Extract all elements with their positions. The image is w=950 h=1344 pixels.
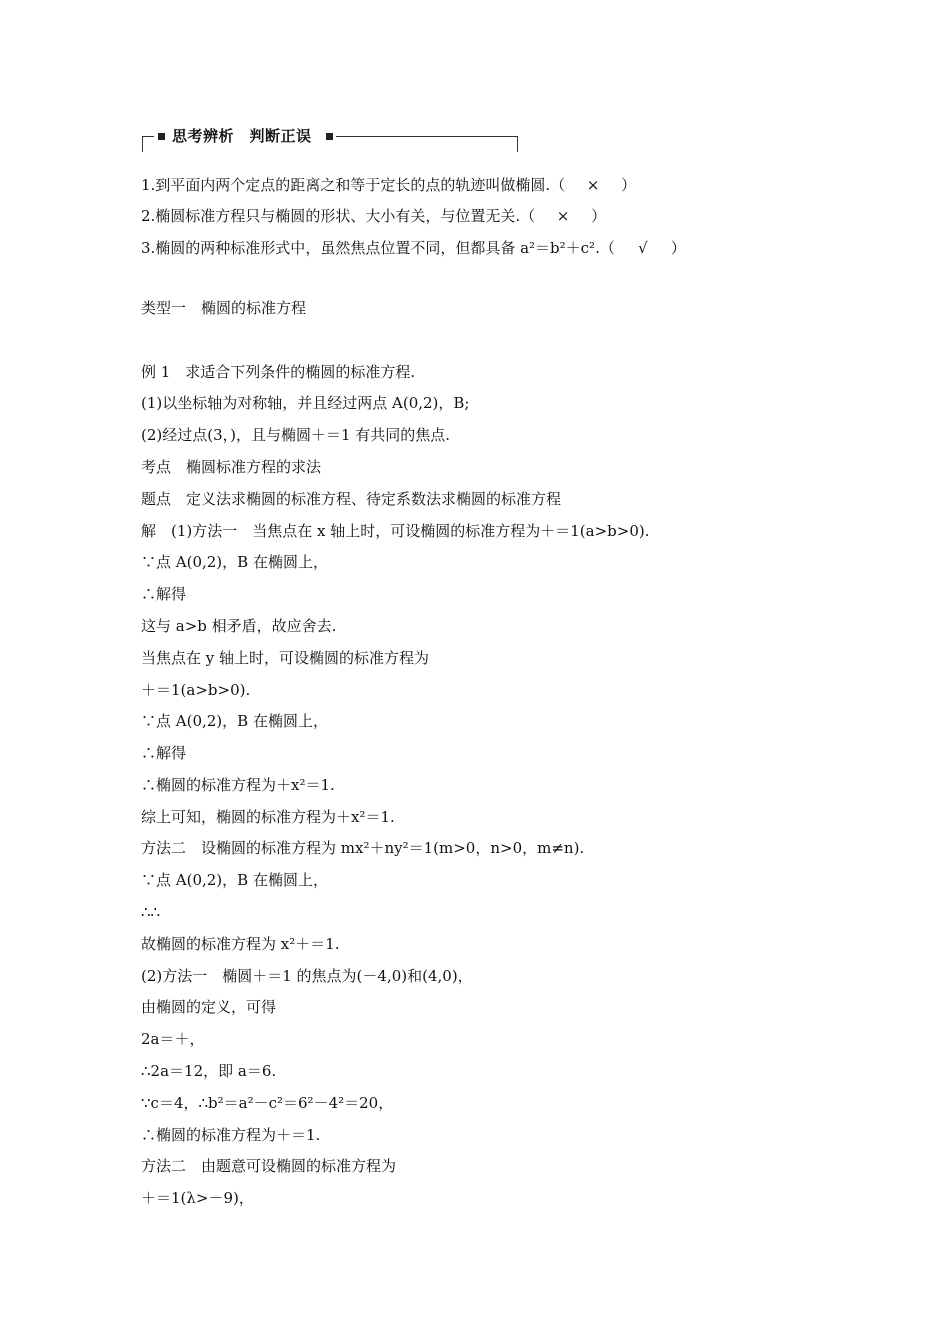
section-title: 类型一 椭圆的标准方程 xyxy=(141,299,307,317)
judgment-text: 2.椭圆标准方程只与椭圆的形状、大小有关，与位置无关.（ xyxy=(141,207,536,225)
body-line: ∴解得 xyxy=(141,744,187,762)
judgment-close: ） xyxy=(591,207,607,225)
body-line: 由椭圆的定义，可得 xyxy=(141,998,277,1016)
cross-mark-icon: × xyxy=(556,207,570,225)
body-line: 这与 a>b 相矛盾，故应舍去. xyxy=(141,617,337,635)
body-line: ∴解得 xyxy=(141,585,187,603)
body-line: 方法二 由题意可设椭圆的标准方程为 xyxy=(141,1157,397,1175)
judgment-item-2 xyxy=(141,206,606,226)
body-line: ∴2a＝12，即 a＝6. xyxy=(141,1062,277,1080)
judgment-close: ） xyxy=(621,176,637,194)
body-line: ∵点 A(0,2)，B 在椭圆上， xyxy=(141,871,328,889)
banner-rule-right xyxy=(336,136,518,137)
body-line: 题点 定义法求椭圆的标准方程、待定系数法求椭圆的标准方程 xyxy=(141,490,562,508)
cross-mark-icon: × xyxy=(586,176,600,194)
judgment-item-1 xyxy=(141,175,636,195)
body-line: ∴椭圆的标准方程为＋x²＝1. xyxy=(141,776,335,794)
banner-right-corner xyxy=(517,136,518,152)
judgment-close: ） xyxy=(670,239,686,257)
body-line: 当焦点在 y 轴上时，可设椭圆的标准方程为 xyxy=(141,649,430,667)
judgment-text: 1.到平面内两个定点的距离之和等于定长的点的轨迹叫做椭圆.（ xyxy=(141,176,566,194)
body-line: 考点 椭圆标准方程的求法 xyxy=(141,458,322,476)
banner-rule-left xyxy=(142,136,154,137)
body-line: ＋＝1(λ>－9)， xyxy=(141,1189,254,1207)
check-mark-icon: √ xyxy=(638,239,648,257)
body-line: (2)经过点(3，)，且与椭圆＋＝1 有共同的焦点. xyxy=(141,426,451,444)
body-line: ＋＝1(a>b>0). xyxy=(141,681,251,699)
body-line: ∴椭圆的标准方程为＋＝1. xyxy=(141,1126,321,1144)
body-line: ∵点 A(0,2)，B 在椭圆上， xyxy=(141,553,328,571)
banner-left-corner xyxy=(142,136,143,152)
body-line: ∵点 A(0,2)，B 在椭圆上， xyxy=(141,712,328,730)
example-heading: 例 1 求适合下列条件的椭圆的标准方程. xyxy=(141,363,416,381)
square-bullet-icon xyxy=(158,133,165,140)
section-banner xyxy=(140,128,520,156)
body-line: ∵c＝4，∴b²＝a²－c²＝6²－4²＝20， xyxy=(141,1094,394,1112)
body-line: 方法二 设椭圆的标准方程为 mx²＋ny²＝1(m>0，n>0，m≠n). xyxy=(141,839,585,857)
body-line: 综上可知，椭圆的标准方程为＋x²＝1. xyxy=(141,808,395,826)
square-bullet-icon xyxy=(326,133,333,140)
body-line: (2)方法一 椭圆＋＝1 的焦点为(－4,0)和(4,0)， xyxy=(141,967,473,985)
body-line: 2a＝＋， xyxy=(141,1030,205,1048)
body-line: ∴∴ xyxy=(141,903,161,921)
judgment-item-3 xyxy=(141,238,686,258)
body-line: 故椭圆的标准方程为 x²＋＝1. xyxy=(141,935,340,953)
body-line: (1)以坐标轴为对称轴，并且经过两点 A(0,2)，B; xyxy=(141,394,470,412)
banner-title: 思考辨析 判断正误 xyxy=(172,127,312,145)
judgment-text: 3.椭圆的两种标准形式中，虽然焦点位置不同，但都具备 a²＝b²＋c².（ xyxy=(141,239,615,257)
body-line: 解 (1)方法一 当焦点在 x 轴上时，可设椭圆的标准方程为＋＝1(a>b>0). xyxy=(141,522,650,540)
